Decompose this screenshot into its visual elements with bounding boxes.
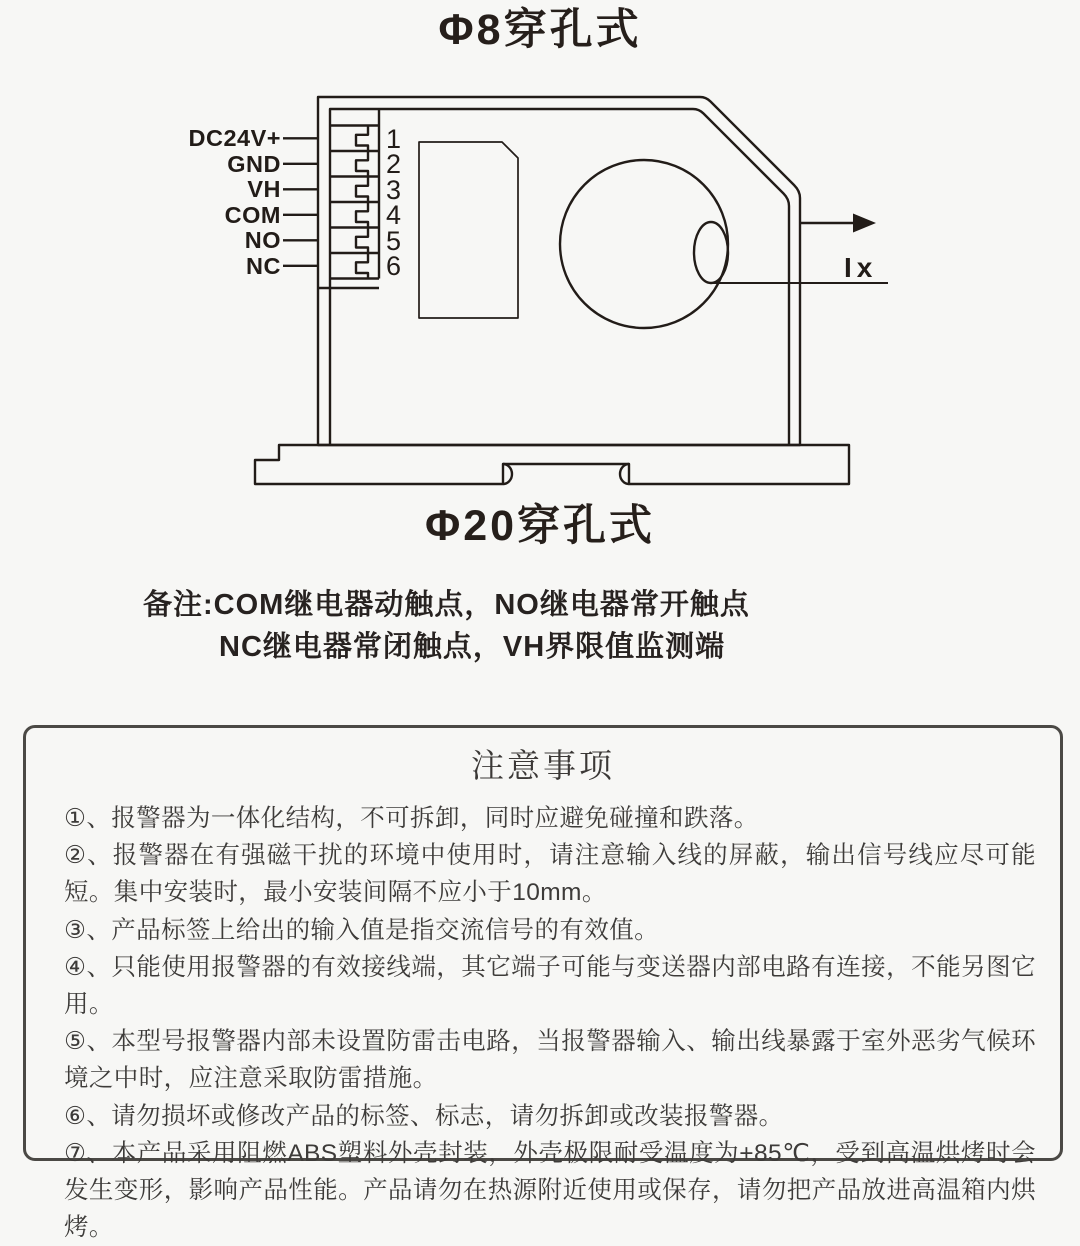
pin-number-2: 2	[386, 149, 402, 179]
remark-line-2: NC继电器常闭触点，VH界限值监测端	[219, 631, 726, 663]
wire-cross-section-ellipse	[694, 222, 728, 283]
terminal-label-vh: VH	[247, 176, 281, 202]
terminal-label-nc: NC	[246, 253, 281, 279]
notice-item-5: ⑤、本型号报警器内部未设置防雷击电路，当报警器输入、输出线暴露于室外恶劣气候环境之中时，应注意采取防雷措施。	[64, 1028, 1036, 1093]
device-diagram	[0, 0, 1080, 500]
notice-item-3: ③、产品标签上给出的输入值是指交流信号的有效值。	[64, 916, 660, 944]
notice-item-1: ①、报警器为一体化结构，不可拆卸，同时应避免碰撞和跌落。	[64, 805, 759, 832]
terminal-label-no: NO	[244, 227, 281, 253]
terminal-label-com: COM	[224, 202, 281, 228]
notice-item-7: ⑦、本产品采用阻燃ABS塑料外壳封装，外壳极限耐受温度为+85℃，受到高温烘烤时会发生变形，影响产品性能。产品请勿在热源附近使用或保存，请勿把产品放进高温箱内烘烤。	[64, 1139, 1036, 1242]
pin-number-1: 1	[386, 124, 402, 154]
pin-number-5: 5	[386, 226, 402, 256]
terminal-label-dc24v: DC24V+	[188, 125, 281, 151]
notice-item-2: ②、报警器在有强磁干扰的环境中使用时，请注意输入线的屏蔽，输出信号线应尽可能短。集中安装时，最小安装间隔不应小于10mm。	[64, 842, 1036, 907]
pin-number-4: 4	[386, 200, 402, 230]
din-rail-base	[255, 445, 849, 484]
terminal-label-gnd: GND	[227, 151, 281, 177]
label-plate	[419, 142, 518, 318]
through-hole-circle	[560, 160, 728, 328]
pin-number-3: 3	[386, 175, 402, 205]
din-rail-notch-reliefs	[503, 464, 629, 484]
current-arrow-head	[853, 214, 876, 233]
remark-note	[143, 584, 750, 668]
page-title-phi20: Φ20穿孔式	[424, 502, 656, 550]
current-label-ix: Ix	[844, 252, 878, 283]
pin-number-6: 6	[386, 251, 402, 281]
notice-item-4: ④、只能使用报警器的有效接线端，其它端子可能与变送器内部电路有连接，不能另图它用。	[64, 953, 1036, 1019]
terminal-block-dividers	[330, 126, 379, 279]
notice-box	[23, 725, 1063, 1242]
terminal-leads	[283, 138, 318, 265]
page-title-phi8: Φ8穿孔式	[438, 6, 642, 54]
remark-line-1: 备注:COM继电器动触点，NO继电器常开触点	[143, 589, 750, 621]
notice-title: 注意事项	[471, 747, 615, 784]
notice-item-6: ⑥、请勿损坏或修改产品的标签、标志，请勿拆卸或改装报警器。	[64, 1102, 784, 1130]
notice-item-list	[64, 800, 1036, 1246]
